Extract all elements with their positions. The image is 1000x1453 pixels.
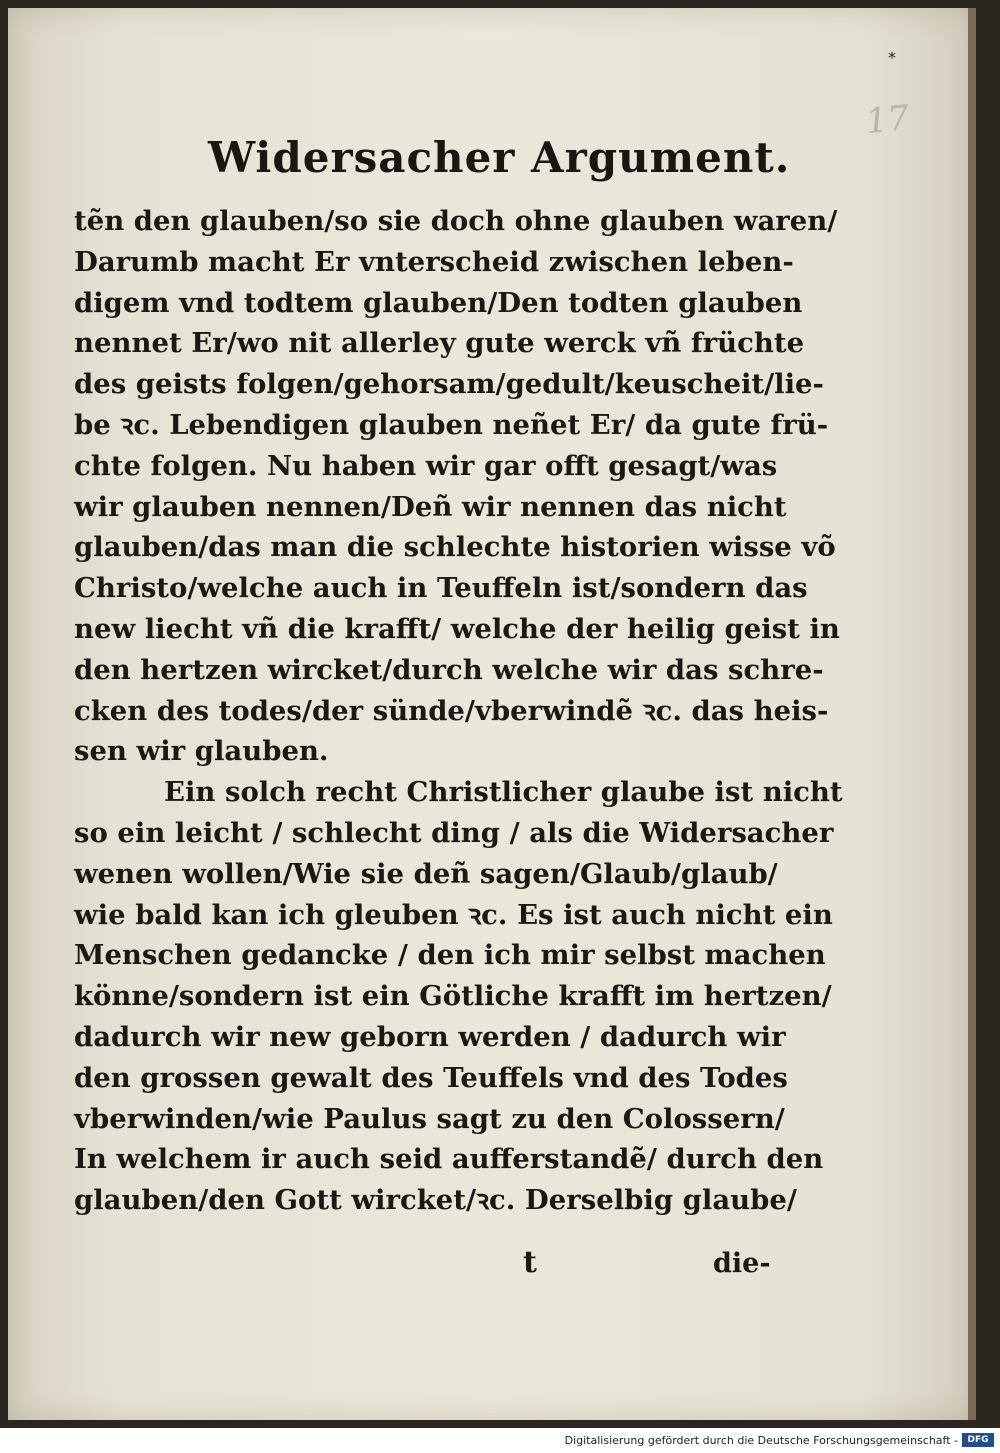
book-page — [8, 8, 976, 1420]
text-line: wie bald kan ich gleuben ꝛc. Es ist auch nicht ein — [74, 898, 833, 931]
catchword: die- — [713, 1248, 771, 1279]
funding-credit: Digitalisierung gefördert durch die Deutsche Forschungsgemeinschaft - — [564, 1434, 958, 1447]
text-line: new liecht vñ die krafft/ welche der heilig geist in — [74, 612, 840, 645]
text-line: wir glauben nennen/Deñ wir nennen das nicht — [74, 490, 787, 523]
text-line: cken des todes/der sünde/vberwindẽ ꝛc. das heis- — [74, 694, 829, 727]
text-line: Darumb macht Er vnterscheid zwischen leben- — [74, 245, 794, 278]
text-line: könne/sondern ist ein Götliche krafft im hertzen/ — [74, 980, 832, 1013]
star-mark: * — [888, 48, 896, 67]
text-line: Menschen gedancke / den ich mir selbst machen — [74, 939, 826, 972]
dfg-logo[interactable]: DFG — [962, 1433, 994, 1447]
text-line: glauben/den Gott wircket/ꝛc. Derselbig glaube/ — [74, 1184, 797, 1217]
text-line: tẽn den glauben/so sie doch ohne glauben waren/ — [74, 205, 838, 237]
text-line: be ꝛc. Lebendigen glauben neñet Er/ da gute frü- — [74, 408, 829, 441]
text-line: chte folgen. Nu haben wir gar offt gesagt/was — [74, 449, 778, 482]
footer-bar — [0, 1428, 1000, 1453]
signature-mark: t — [523, 1245, 537, 1280]
text-line: sen wir glauben. — [74, 735, 329, 768]
page-edge — [968, 8, 976, 1420]
text-line: den grossen gewalt des Teuffels vnd des Todes — [74, 1061, 788, 1094]
text-line: nennet Er/wo nit allerley gute werck vñ früchte — [74, 327, 805, 360]
text-line: den hertzen wircket/durch welche wir das schre- — [74, 653, 824, 686]
text-line: glauben/das man die schlechte historien wisse võ — [74, 531, 836, 564]
running-head: Widersacher Argument. — [208, 133, 791, 182]
text-line: digem vnd todtem glauben/Den todten glauben — [74, 286, 803, 319]
text-line: In welchem ir auch seid aufferstandẽ/ durch den — [74, 1143, 824, 1176]
text-line: so ein leicht / schlecht ding / als die Widersacher — [74, 816, 834, 849]
paragraph-start-line: Ein solch recht Christlicher glaube ist nicht — [164, 776, 843, 809]
text-line: wenen wollen/Wie sie deñ sagen/Glaub/glaub/ — [74, 857, 778, 890]
folio-number: 17 — [864, 97, 912, 143]
text-line: des geists folgen/gehorsam/gedult/keuscheit/lie- — [74, 368, 824, 401]
text-line: vberwinden/wie Paulus sagt zu den Colossern/ — [74, 1102, 785, 1135]
text-line: Christo/welche auch in Teuffeln ist/sondern das — [74, 572, 808, 605]
body-text — [74, 201, 843, 1221]
text-line: dadurch wir new geborn werden / dadurch wir — [74, 1020, 786, 1053]
